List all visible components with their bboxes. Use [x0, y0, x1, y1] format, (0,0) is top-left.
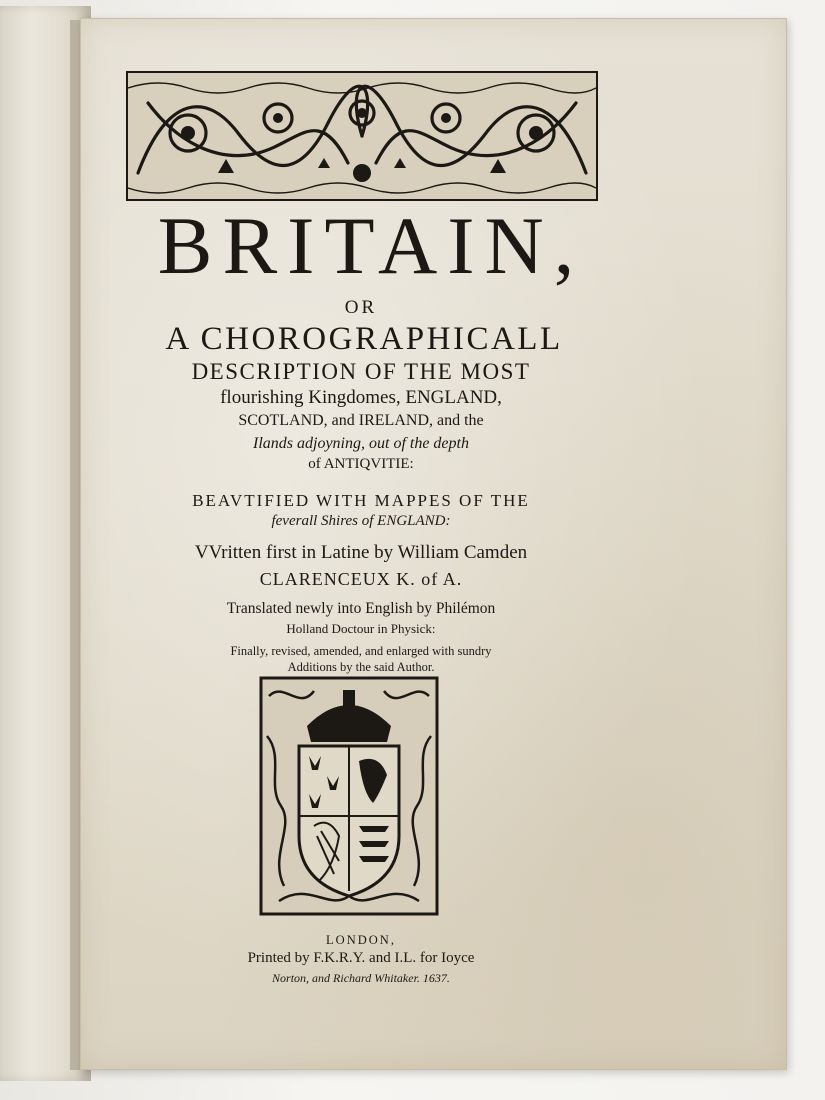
line-additions: Additions by the said Author.: [287, 660, 435, 674]
line-scotland: SCOTLAND, and IRELAND, and the: [238, 412, 484, 429]
imprint-publishers-date: Norton, and Richard Whitaker. 1637.: [272, 971, 450, 985]
line-severall: feverall Shires of ENGLAND:: [271, 513, 451, 529]
page-title: BRITAIN,: [157, 200, 585, 291]
line-or: OR: [344, 297, 378, 318]
line-holland: Holland Doctour in Physick:: [286, 621, 436, 636]
imprint-printers: Printed by F.K.R.Y. and I.L. for Ioyce: [247, 950, 475, 966]
royal-coat-of-arms: [259, 676, 439, 916]
line-clarenceux: CLARENCEUX K. of A.: [259, 569, 463, 589]
line-finally: Finally, revised, amended, and enlarged with sundry: [230, 644, 492, 658]
ornamental-headpiece: [126, 71, 598, 201]
imprint-place: LONDON,: [326, 933, 396, 947]
line-written: VVritten first in Latine by William Camden: [194, 542, 528, 563]
title-page: [80, 18, 787, 1070]
line-translated: Translated newly into English by Philémon: [226, 600, 496, 617]
line-chorographicall: A CHOROGRAPHICALL: [165, 321, 563, 357]
line-description: DESCRIPTION OF THE MOST: [191, 359, 531, 384]
line-flourishing: flourishing Kingdomes, ENGLAND,: [220, 387, 502, 408]
line-beautified: BEAVTIFIED WITH MAPPES OF THE: [192, 491, 530, 510]
line-antiquitie: of ANTIQVITIE:: [308, 456, 414, 472]
line-islands: Ilands adjoyning, out of the depth: [253, 435, 469, 452]
